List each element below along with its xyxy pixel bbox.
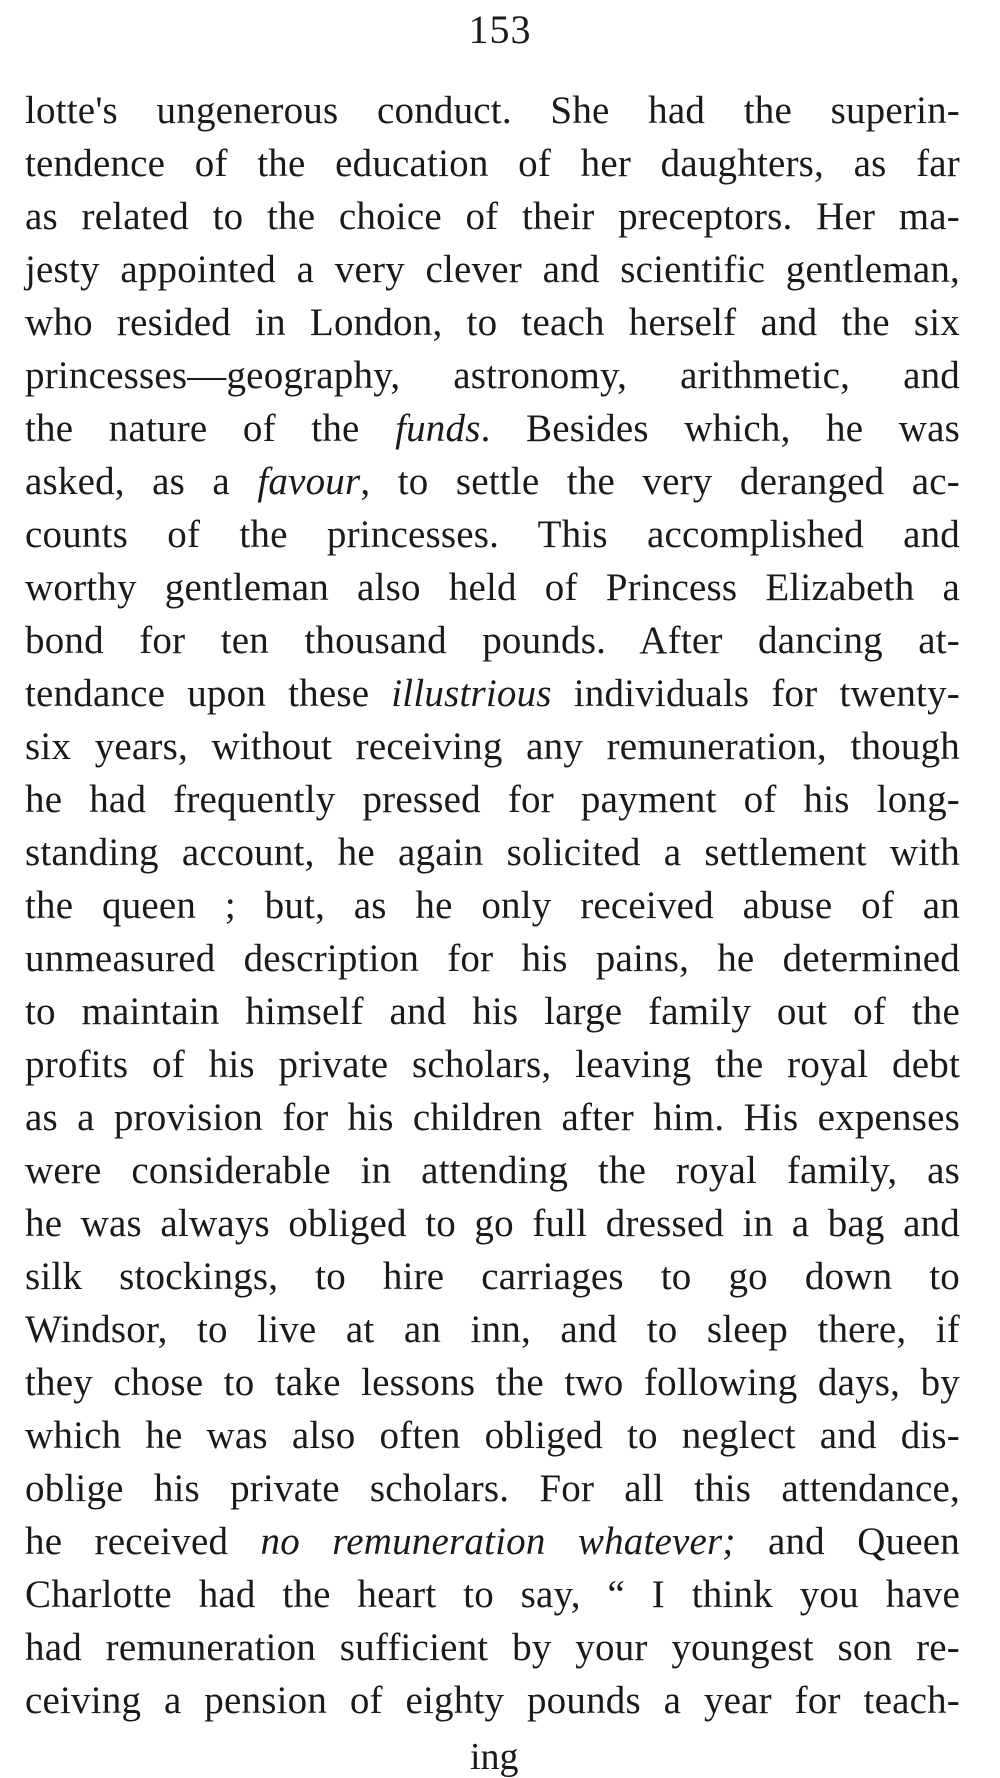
text-line: Windsor, to live at an inn, and to sleep there, if xyxy=(25,1308,960,1351)
text-line: which he was also often obliged to neglect and dis- xyxy=(25,1414,960,1457)
page-number: 153 xyxy=(468,7,532,52)
body-text xyxy=(25,84,960,1727)
text-segment: and Queen xyxy=(735,1520,960,1563)
text-line: silk stockings, to hire carriages to go down to xyxy=(25,1255,960,1298)
text-segment: , to settle the very deranged ac- xyxy=(360,460,960,503)
text-line: bond for ten thousand pounds. After dancing at- xyxy=(25,619,960,662)
text-line xyxy=(25,667,960,720)
text-line: oblige his private scholars. For all this attendance, xyxy=(25,1467,960,1510)
text-segment: individuals for twenty- xyxy=(551,672,960,715)
text-segment: he received xyxy=(25,1520,261,1563)
text-line: six years, without receiving any remuneration, though xyxy=(25,725,960,768)
text-segment: . Besides which, he was xyxy=(480,407,960,450)
text-line: ceiving a pension of eighty pounds a year for teach- xyxy=(25,1679,960,1722)
catchword: ing xyxy=(470,1736,519,1778)
text-line xyxy=(25,455,960,508)
text-line xyxy=(25,402,960,455)
text-line: unmeasured description for his pains, he determined xyxy=(25,937,960,980)
text-line: tendence of the education of her daughters, as far xyxy=(25,142,960,185)
text-line: who resided in London, to teach herself and the six xyxy=(25,301,960,344)
text-segment: tendance upon these xyxy=(25,672,392,715)
text-line: the queen ; but, as he only received abuse of an xyxy=(25,884,960,927)
text-line: to maintain himself and his large family out of the xyxy=(25,990,960,1033)
italic-text: illustrious xyxy=(391,672,552,715)
italic-text: funds xyxy=(395,407,481,450)
text-line: profits of his private scholars, leaving the royal debt xyxy=(25,1043,960,1086)
text-line: worthy gentleman also held of Princess Elizabeth a xyxy=(25,566,960,609)
text-line: standing account, he again solicited a settlement with xyxy=(25,831,960,874)
text-line: as related to the choice of their preceptors. Her ma- xyxy=(25,195,960,238)
text-line: as a provision for his children after him. His expenses xyxy=(25,1096,960,1139)
text-line: were considerable in attending the royal family, as xyxy=(25,1149,960,1192)
text-line: they chose to take lessons the two following days, by xyxy=(25,1361,960,1404)
text-line: Charlotte had the heart to say, “ I think you have xyxy=(25,1573,960,1616)
text-line: lotte's ungenerous conduct. She had the superin- xyxy=(25,89,960,132)
text-segment: asked, as a xyxy=(25,460,258,503)
text-line: counts of the princesses. This accomplished and xyxy=(25,513,960,556)
text-line: he had frequently pressed for payment of his long- xyxy=(25,778,960,821)
text-line: had remuneration sufficient by your youngest son re- xyxy=(25,1626,960,1669)
text-line xyxy=(25,1515,960,1568)
text-line: princesses—geography, astronomy, arithmetic, and xyxy=(25,354,960,397)
italic-text: favour xyxy=(257,460,361,503)
italic-text: no remuneration whatever; xyxy=(260,1520,736,1563)
text-line: jesty appointed a very clever and scientific gentleman, xyxy=(25,248,960,291)
text-line: he was always obliged to go full dressed in a bag and xyxy=(25,1202,960,1245)
text-segment: the nature of the xyxy=(25,407,396,450)
